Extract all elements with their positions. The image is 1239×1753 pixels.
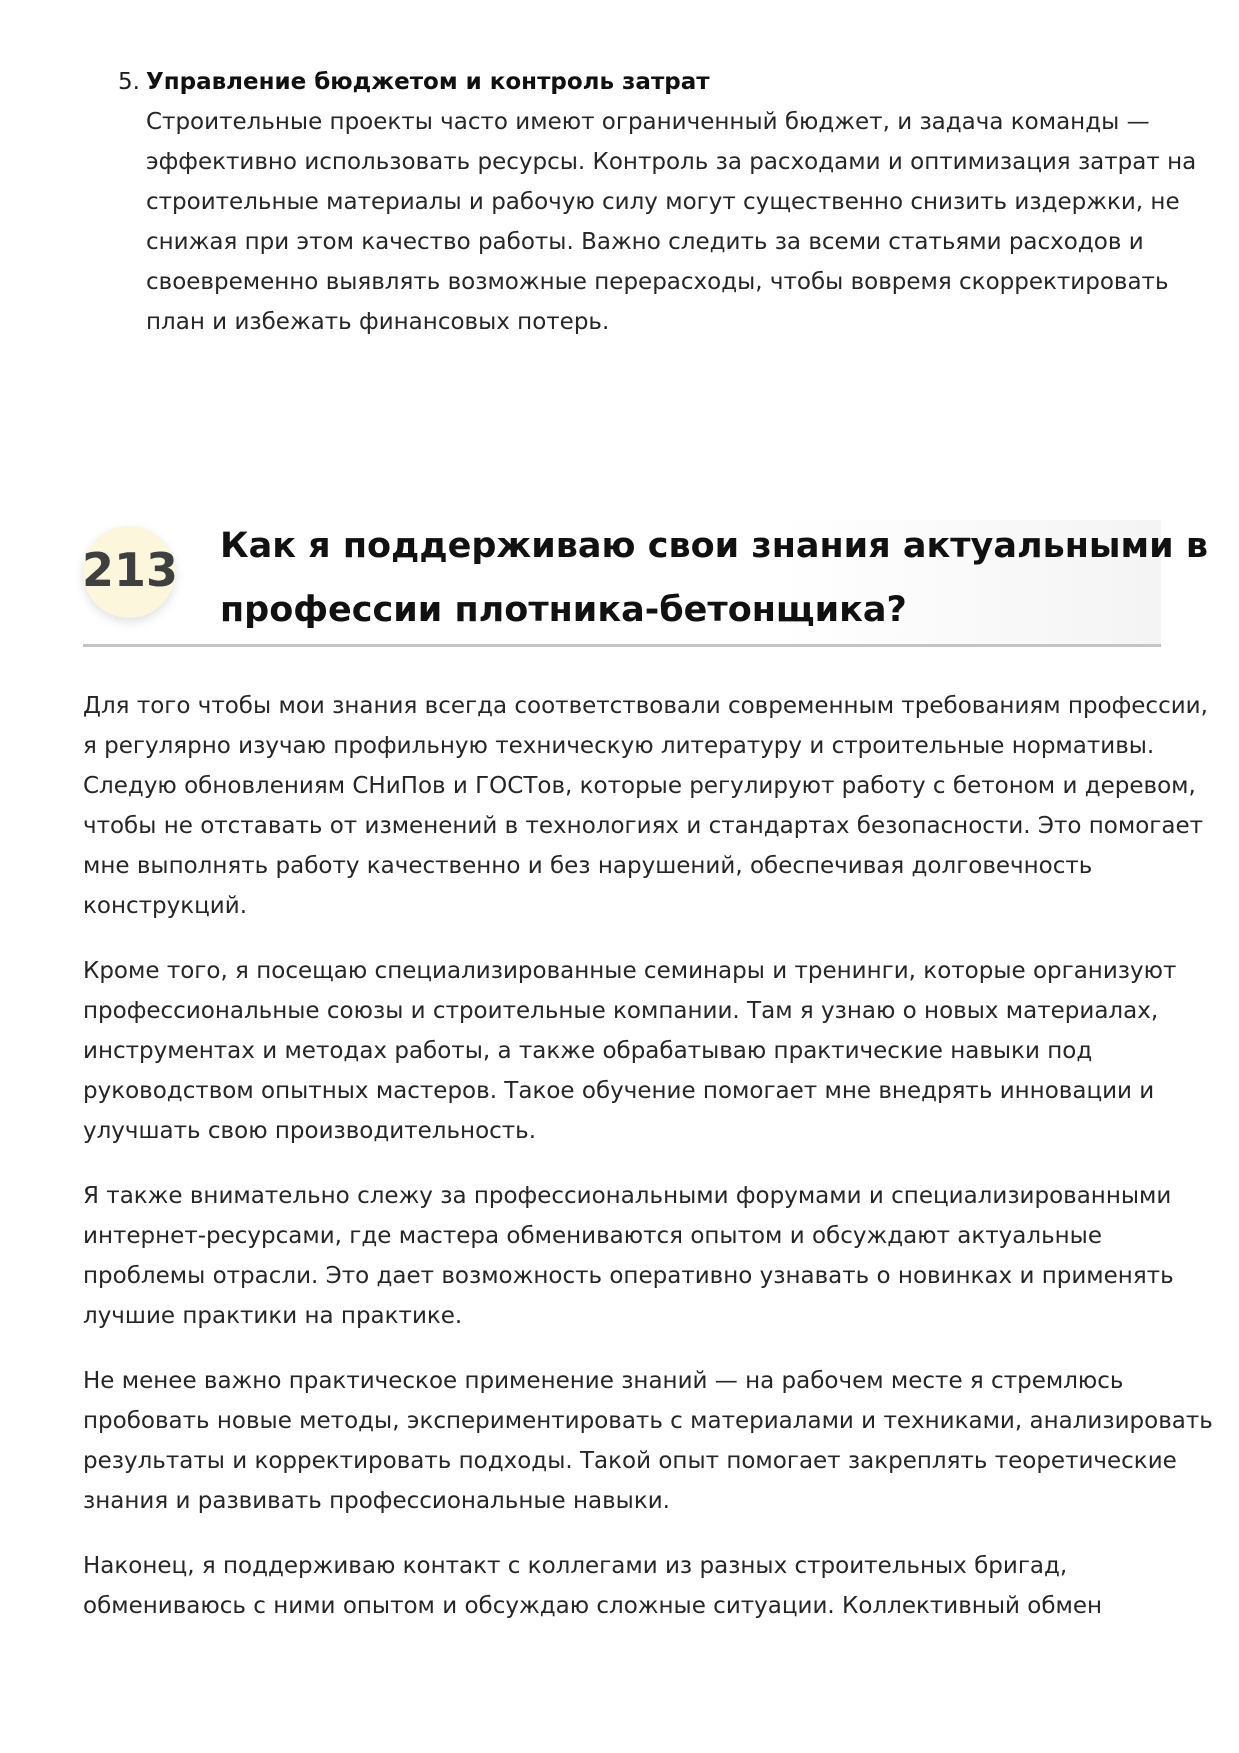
paragraph-practice: [83, 1361, 1213, 1521]
list-item-line: снижая при этом качество работы. Важно следить за всеми статьями расходов и: [146, 229, 1144, 255]
paragraph-line: лучшие практики на практике.: [83, 1303, 463, 1329]
paragraph-line: я регулярно изучаю профильную техническую литературу и строительные нормативы.: [83, 733, 1155, 759]
question-title-line: Как я поддерживаю свои знания актуальными в: [220, 526, 1209, 566]
paragraph-forums: [83, 1176, 1174, 1336]
question-number: 213: [81, 543, 179, 597]
answer-body: [83, 686, 1213, 1651]
paragraph-line: улучшать свою производительность.: [83, 1118, 537, 1144]
question-title-line: профессии плотника-бетонщика?: [220, 590, 907, 630]
list-item-line: Строительные проекты часто имеют ограниченный бюджет, и задача команды —: [146, 109, 1150, 135]
paragraph-line: чтобы не отставать от изменений в технологиях и стандартах безопасности. Это помогает: [83, 813, 1204, 839]
list-item-line: своевременно выявлять возможные перерасходы, чтобы вовремя скорректировать: [146, 269, 1169, 295]
paragraph-line: мне выполнять работу качественно и без нарушений, обеспечивая долговечность: [83, 853, 1093, 879]
paragraph-line: Кроме того, я посещаю специализированные семинары и тренинги, которые организуют: [83, 958, 1177, 984]
paragraph-line: Следую обновлениям СНиПов и ГОСТов, которые регулируют работу с бетоном и деревом,: [83, 773, 1196, 799]
paragraph-line: инструментах и методах работы, а также обрабатываю практические навыки под: [83, 1038, 1093, 1064]
paragraph-line: Не менее важно практическое применение знаний — на рабочем месте я стремлюсь: [83, 1368, 1124, 1394]
paragraph-line: профессиональные союзы и строительные компании. Там я узнаю о новых материалах,: [83, 998, 1159, 1024]
list-item-line: план и избежать финансовых потерь.: [146, 309, 610, 335]
paragraph-line: Я также внимательно слежу за профессиональными форумами и специализированными: [83, 1183, 1172, 1209]
paragraph-line: Для того чтобы мои знания всегда соответствовали современным требованиям профессии,: [83, 693, 1208, 719]
paragraph-line: конструкций.: [83, 893, 248, 919]
paragraph-line: пробовать новые методы, экспериментировать с материалами и техниками, анализировать: [83, 1408, 1213, 1434]
paragraph-literature: [83, 686, 1208, 926]
paragraph-line: интернет-ресурсами, где мастера обмениваются опытом и обсуждают актуальные: [83, 1223, 1102, 1249]
paragraph-line: руководством опытных мастеров. Такое обучение помогает мне внедрять инновации и: [83, 1078, 1155, 1104]
question-header: [81, 520, 1209, 647]
paragraph-line: проблемы отрасли. Это дает возможность оперативно узнавать о новинках и применять: [83, 1263, 1174, 1289]
list-item-body: [146, 102, 1197, 342]
paragraph-line: результаты и корректировать подходы. Такой опыт помогает закреплять теоретические: [83, 1448, 1177, 1474]
list-item-line: строительные материалы и рабочую силу могут существенно снизить издержки, не: [146, 189, 1180, 215]
list-item-number: 5.: [118, 69, 140, 95]
paragraph-seminars: [83, 951, 1177, 1151]
list-item-line: эффективно использовать ресурсы. Контроль за расходами и оптимизация затрат на: [146, 149, 1197, 175]
paragraph-line: обмениваюсь с ними опытом и обсуждаю сложные ситуации. Коллективный обмен: [83, 1593, 1103, 1619]
list-item-title: Управление бюджетом и контроль затрат: [146, 69, 710, 95]
paragraph-line: знания и развивать профессиональные навыки.: [83, 1488, 670, 1514]
paragraph-line: Наконец, я поддерживаю контакт с коллегами из разных строительных бригад,: [83, 1553, 1068, 1579]
paragraph-colleagues: [83, 1546, 1161, 1626]
question-title: [220, 514, 1209, 642]
